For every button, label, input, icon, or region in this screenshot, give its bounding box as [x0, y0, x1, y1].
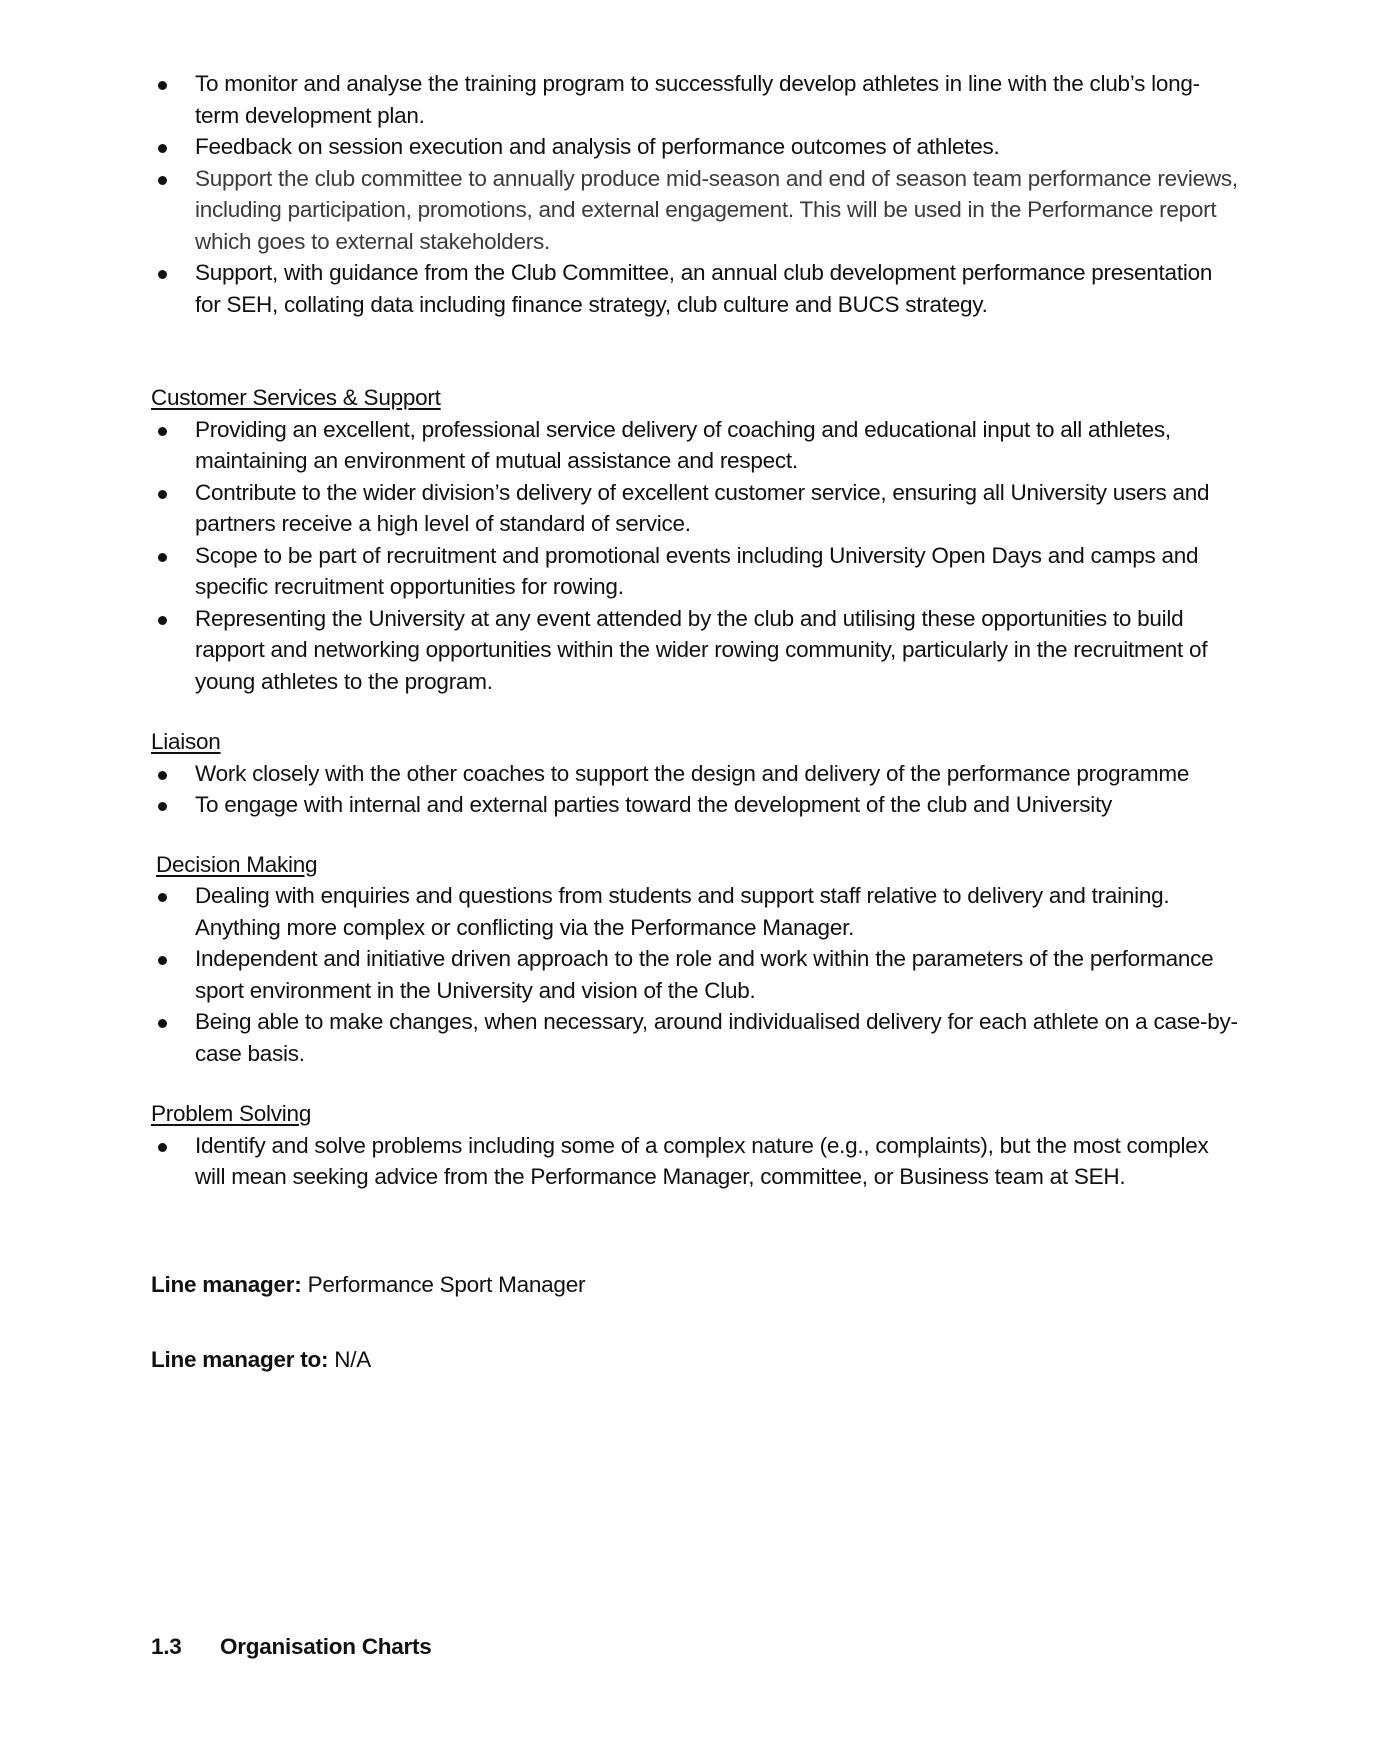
list-item-text: Independent and initiative driven approach to the role and work within the parameters of the performance sport environment in the University and vision of the Club.	[195, 946, 1214, 1003]
section-number: 1.3	[151, 1634, 182, 1659]
line-manager-field	[151, 1269, 1241, 1301]
list-item-text: Representing the University at any event attended by the club and utilising these opportunities to build rapport and networking opportunities within the wider rowing community, particularly in the recruitment of young athletes to the program.	[195, 605, 1208, 694]
spacer	[151, 1300, 1241, 1344]
list-item	[151, 414, 1241, 477]
list-item-text: Dealing with enquiries and questions from students and support staff relative to delivery and training. Anything more complex or conflicting via the Performance Manager.	[195, 883, 1170, 940]
bullet-icon	[158, 176, 167, 185]
line-manager-to-value: N/A	[334, 1347, 372, 1372]
list-item	[151, 1130, 1241, 1193]
spacer	[151, 1069, 1241, 1098]
decision-making-bullet-list	[151, 880, 1241, 1069]
bullet-icon	[158, 771, 167, 780]
list-item	[151, 540, 1241, 603]
liaison-bullet-list	[151, 758, 1241, 821]
bullet-icon	[158, 490, 167, 499]
list-item-text: Contribute to the wider division’s delivery of excellent customer service, ensuring all University users and partners receive a high level of standard of service.	[195, 479, 1210, 536]
list-item-text: To monitor and analyse the training program to successfully develop athletes in line with the club’s long-term development plan.	[195, 71, 1200, 128]
list-item	[151, 758, 1241, 790]
list-item	[151, 131, 1241, 163]
bullet-icon	[158, 144, 167, 153]
list-item-text: Support, with guidance from the Club Committee, an annual club development performance presentation for SEH, collating data including finance strategy, club culture and BUCS strategy.	[195, 260, 1213, 317]
bullet-icon	[158, 1019, 167, 1028]
spacer	[151, 821, 1241, 849]
list-item-text: Scope to be part of recruitment and promotional events including University Open Days and camps and specific recruitment opportunities for rowing.	[195, 542, 1199, 599]
bullet-icon	[158, 81, 167, 90]
customer-services-bullet-list	[151, 414, 1241, 698]
section-heading-decision-making: Decision Making	[156, 851, 318, 877]
list-item-text: Being able to make changes, when necessary, around individualised delivery for each athlete on a case-by-case basis.	[195, 1009, 1238, 1066]
bullet-icon	[158, 616, 167, 625]
line-manager-to-label: Line manager to:	[151, 1347, 329, 1372]
list-item-text: To engage with internal and external parties toward the development of the club and University	[195, 792, 1113, 817]
bullet-icon	[158, 893, 167, 902]
list-item	[151, 880, 1241, 943]
bullet-icon	[158, 802, 167, 811]
list-item-text: Feedback on session execution and analysis of performance outcomes of athletes.	[195, 134, 1000, 159]
list-item	[151, 477, 1241, 540]
problem-solving-bullet-list	[151, 1130, 1241, 1193]
section-heading-problem-solving: Problem Solving	[151, 1101, 312, 1126]
list-item	[151, 789, 1241, 821]
bullet-icon	[158, 553, 167, 562]
bullet-icon	[158, 270, 167, 279]
section-title-text: Organisation Charts	[220, 1634, 432, 1659]
list-item	[151, 163, 1241, 258]
line-manager-label: Line manager:	[151, 1271, 302, 1297]
intro-bullet-list	[151, 68, 1241, 320]
list-item	[151, 603, 1241, 698]
list-item	[151, 1006, 1241, 1069]
list-item	[151, 257, 1241, 320]
list-item-text: Support the club committee to annually produce mid-season and end of season team performance reviews, including participation, promotions, and external engagement. This will be used in the Performance report which goes to external stakeholders.	[195, 165, 1238, 254]
spacer	[151, 1193, 1241, 1269]
section-heading-liaison: Liaison	[151, 729, 221, 754]
bullet-icon	[158, 427, 167, 436]
line-manager-to-field	[151, 1344, 1241, 1376]
spacer	[151, 320, 1241, 382]
list-item-text: Work closely with the other coaches to support the design and delivery of the performance programme	[195, 760, 1190, 786]
section-title	[151, 1634, 432, 1660]
list-item	[151, 68, 1241, 131]
list-item-text: Providing an excellent, professional service delivery of coaching and educational input to all athletes, maintaining an environment of mutual assistance and respect.	[195, 416, 1171, 473]
list-item-text: Identify and solve problems including some of a complex nature (e.g., complaints), but the most complex will mean seeking advice from the Performance Manager, committee, or Business team at SEH.	[195, 1132, 1209, 1189]
bullet-icon	[158, 1143, 167, 1152]
document-body	[151, 68, 1241, 1376]
line-manager-value: Performance Sport Manager	[307, 1271, 586, 1297]
section-heading-customer-services: Customer Services & Support	[151, 385, 441, 410]
bullet-icon	[158, 956, 167, 965]
list-item	[151, 943, 1241, 1006]
spacer	[151, 697, 1241, 726]
